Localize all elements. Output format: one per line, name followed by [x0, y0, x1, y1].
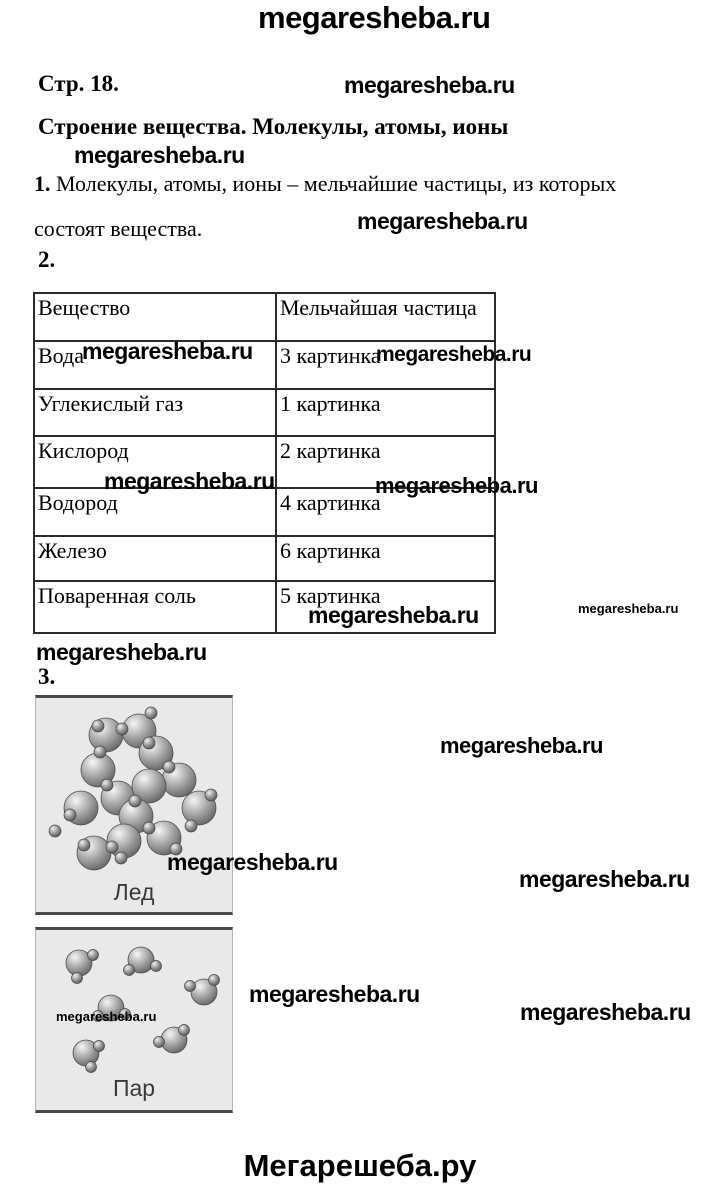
table-cell-substance: Вода	[34, 341, 276, 389]
section-title: Строение вещества. Молекулы, атомы, ионы	[38, 114, 509, 139]
watermark-3: megaresheba.ru	[74, 142, 245, 168]
watermark-15: megaresheba.ru	[249, 981, 420, 1007]
table-cell-substance: Водород	[34, 488, 276, 536]
table-cell-substance: Железо	[34, 536, 276, 581]
steam-molecules-image	[36, 930, 234, 1080]
answer-1-text: Молекулы, атомы, ионы – мельчайшие частицы, из которых состоят вещества.	[34, 171, 617, 241]
footer-brand: Мегарешеба.ру	[243, 1148, 477, 1183]
watermark-2: megaresheba.ru	[344, 72, 515, 98]
table-cell-substance: Углекислый газ	[34, 389, 276, 436]
table-row	[34, 389, 495, 436]
figure-steam-label: Пар	[112, 1075, 156, 1101]
answer-3-number: 3.	[38, 664, 56, 689]
table-cell-particle: 5 картинка	[276, 581, 495, 633]
table-row	[34, 536, 495, 581]
table-cell-substance: Поваренная соль	[34, 581, 276, 633]
watermark-5: megaresheba.ru	[82, 338, 253, 364]
figure-ice-label: Лед	[113, 879, 155, 905]
watermark-12: megaresheba.ru	[440, 733, 603, 758]
table-cell-particle: 4 картинка	[276, 488, 495, 536]
watermark-13: megaresheba.ru	[167, 849, 338, 875]
table-cell-particle: 2 картинка	[276, 436, 495, 488]
watermark-17-small: megaresheba.ru	[56, 1009, 157, 1024]
watermark-4: megaresheba.ru	[357, 208, 528, 234]
figure-ice	[35, 695, 233, 915]
watermark-11: megaresheba.ru	[36, 639, 207, 665]
answer-2-number: 2.	[38, 247, 56, 272]
watermark-16: megaresheba.ru	[520, 999, 691, 1025]
answer-1-number: 1.	[34, 171, 51, 196]
table-cell-particle: 1 картинка	[276, 389, 495, 436]
table-cell-particle: 3 картинка	[276, 341, 495, 389]
table-cell-particle: 6 картинка	[276, 536, 495, 581]
page-number-label: Стр. 18.	[38, 71, 119, 96]
watermark-7: megaresheba.ru	[104, 468, 275, 494]
table-cell-substance: Кислород	[34, 436, 276, 488]
watermark-10-small: megaresheba.ru	[578, 601, 679, 616]
table-header-row	[34, 293, 495, 341]
watermark-14: megaresheba.ru	[519, 866, 690, 892]
watermark-6: megaresheba.ru	[376, 343, 532, 366]
table-header-particle: Мельчайшая частица	[276, 293, 495, 341]
table-header-substance: Вещество	[34, 293, 276, 341]
watermark-top-center: megaresheba.ru	[258, 0, 491, 35]
answer-1-paragraph	[34, 161, 689, 251]
watermark-9: megaresheba.ru	[308, 602, 479, 628]
watermark-8: megaresheba.ru	[375, 473, 538, 498]
